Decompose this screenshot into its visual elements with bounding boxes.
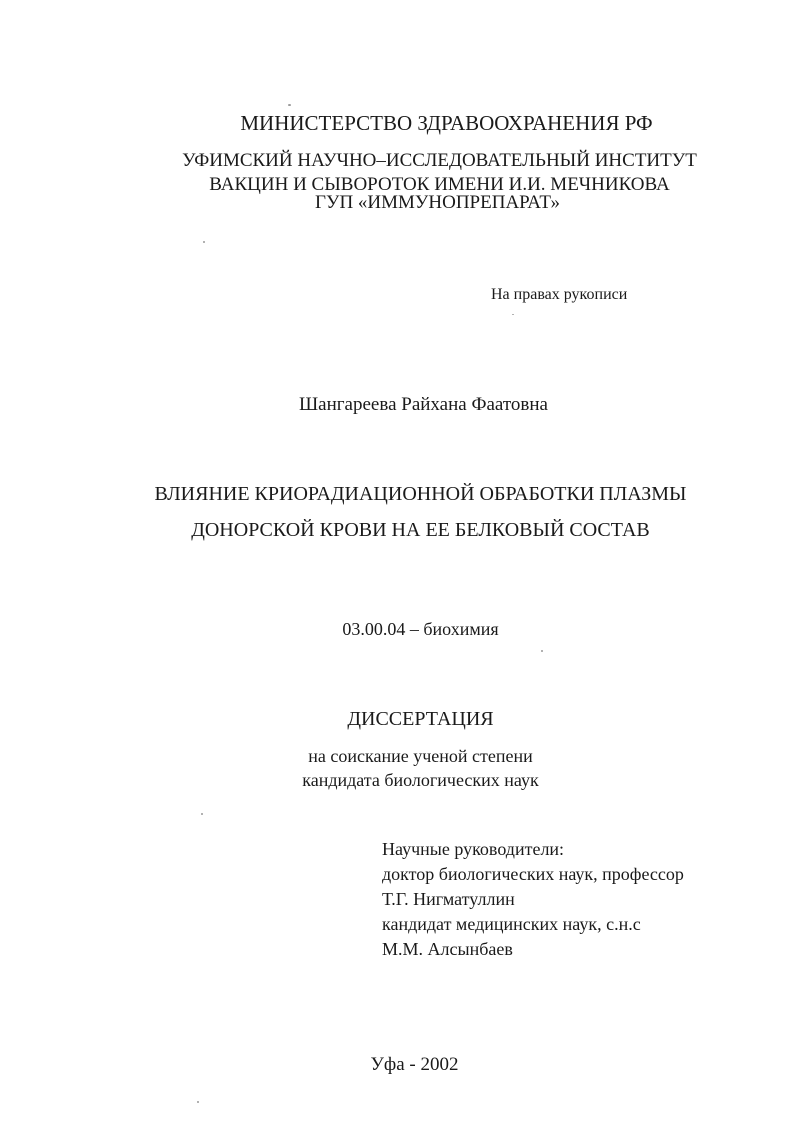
thesis-title-line-2: ДОНОРСКОЙ КРОВИ НА ЕЕ БЕЛКОВЫЙ СОСТАВ bbox=[191, 519, 650, 541]
institute-line-2: ВАКЦИН И СЫВОРОТОК ИМЕНИ И.И. МЕЧНИКОВА bbox=[209, 174, 670, 195]
scan-speck bbox=[288, 104, 291, 106]
advisor-2-name: М.М. Алсынбаев bbox=[382, 939, 513, 959]
scan-speck bbox=[512, 314, 514, 315]
scan-speck bbox=[201, 813, 203, 815]
scan-speck bbox=[203, 241, 205, 243]
advisors-heading: Научные руководители: bbox=[382, 839, 565, 859]
advisor-1-degree: доктор биологических наук, профессор bbox=[382, 864, 684, 884]
institute-line-3: ГУП «ИММУНОПРЕПАРАТ» bbox=[315, 192, 560, 213]
city-year: Уфа - 2002 bbox=[370, 1054, 459, 1075]
author-name: Шангареева Райхана Фаатовна bbox=[299, 394, 548, 415]
thesis-title-line-1: ВЛИЯНИЕ КРИОРАДИАЦИОННОЙ ОБРАБОТКИ ПЛАЗМЫ bbox=[154, 483, 687, 505]
degree-line-2: кандидата биологических наук bbox=[302, 770, 539, 790]
degree-line-1: на соискание ученой степени bbox=[308, 746, 533, 766]
institute-line-1: УФИМСКИЙ НАУЧНО–ИССЛЕДОВАТЕЛЬНЫЙ ИНСТИТУТ bbox=[182, 150, 697, 171]
advisor-1-name: Т.Г. Нигматуллин bbox=[382, 889, 515, 909]
document-type: ДИССЕРТАЦИЯ bbox=[347, 708, 494, 730]
scan-speck bbox=[541, 650, 543, 652]
ministry-heading: МИНИСТЕРСТВО ЗДРАВООХРАНЕНИЯ РФ bbox=[240, 111, 653, 135]
rights-note: На правах рукописи bbox=[491, 286, 628, 303]
advisor-2-degree: кандидат медицинских наук, с.н.с bbox=[382, 914, 641, 934]
advisors-block bbox=[382, 837, 684, 962]
scan-speck bbox=[197, 1101, 199, 1103]
specialty-code: 03.00.04 – биохимия bbox=[342, 619, 499, 639]
